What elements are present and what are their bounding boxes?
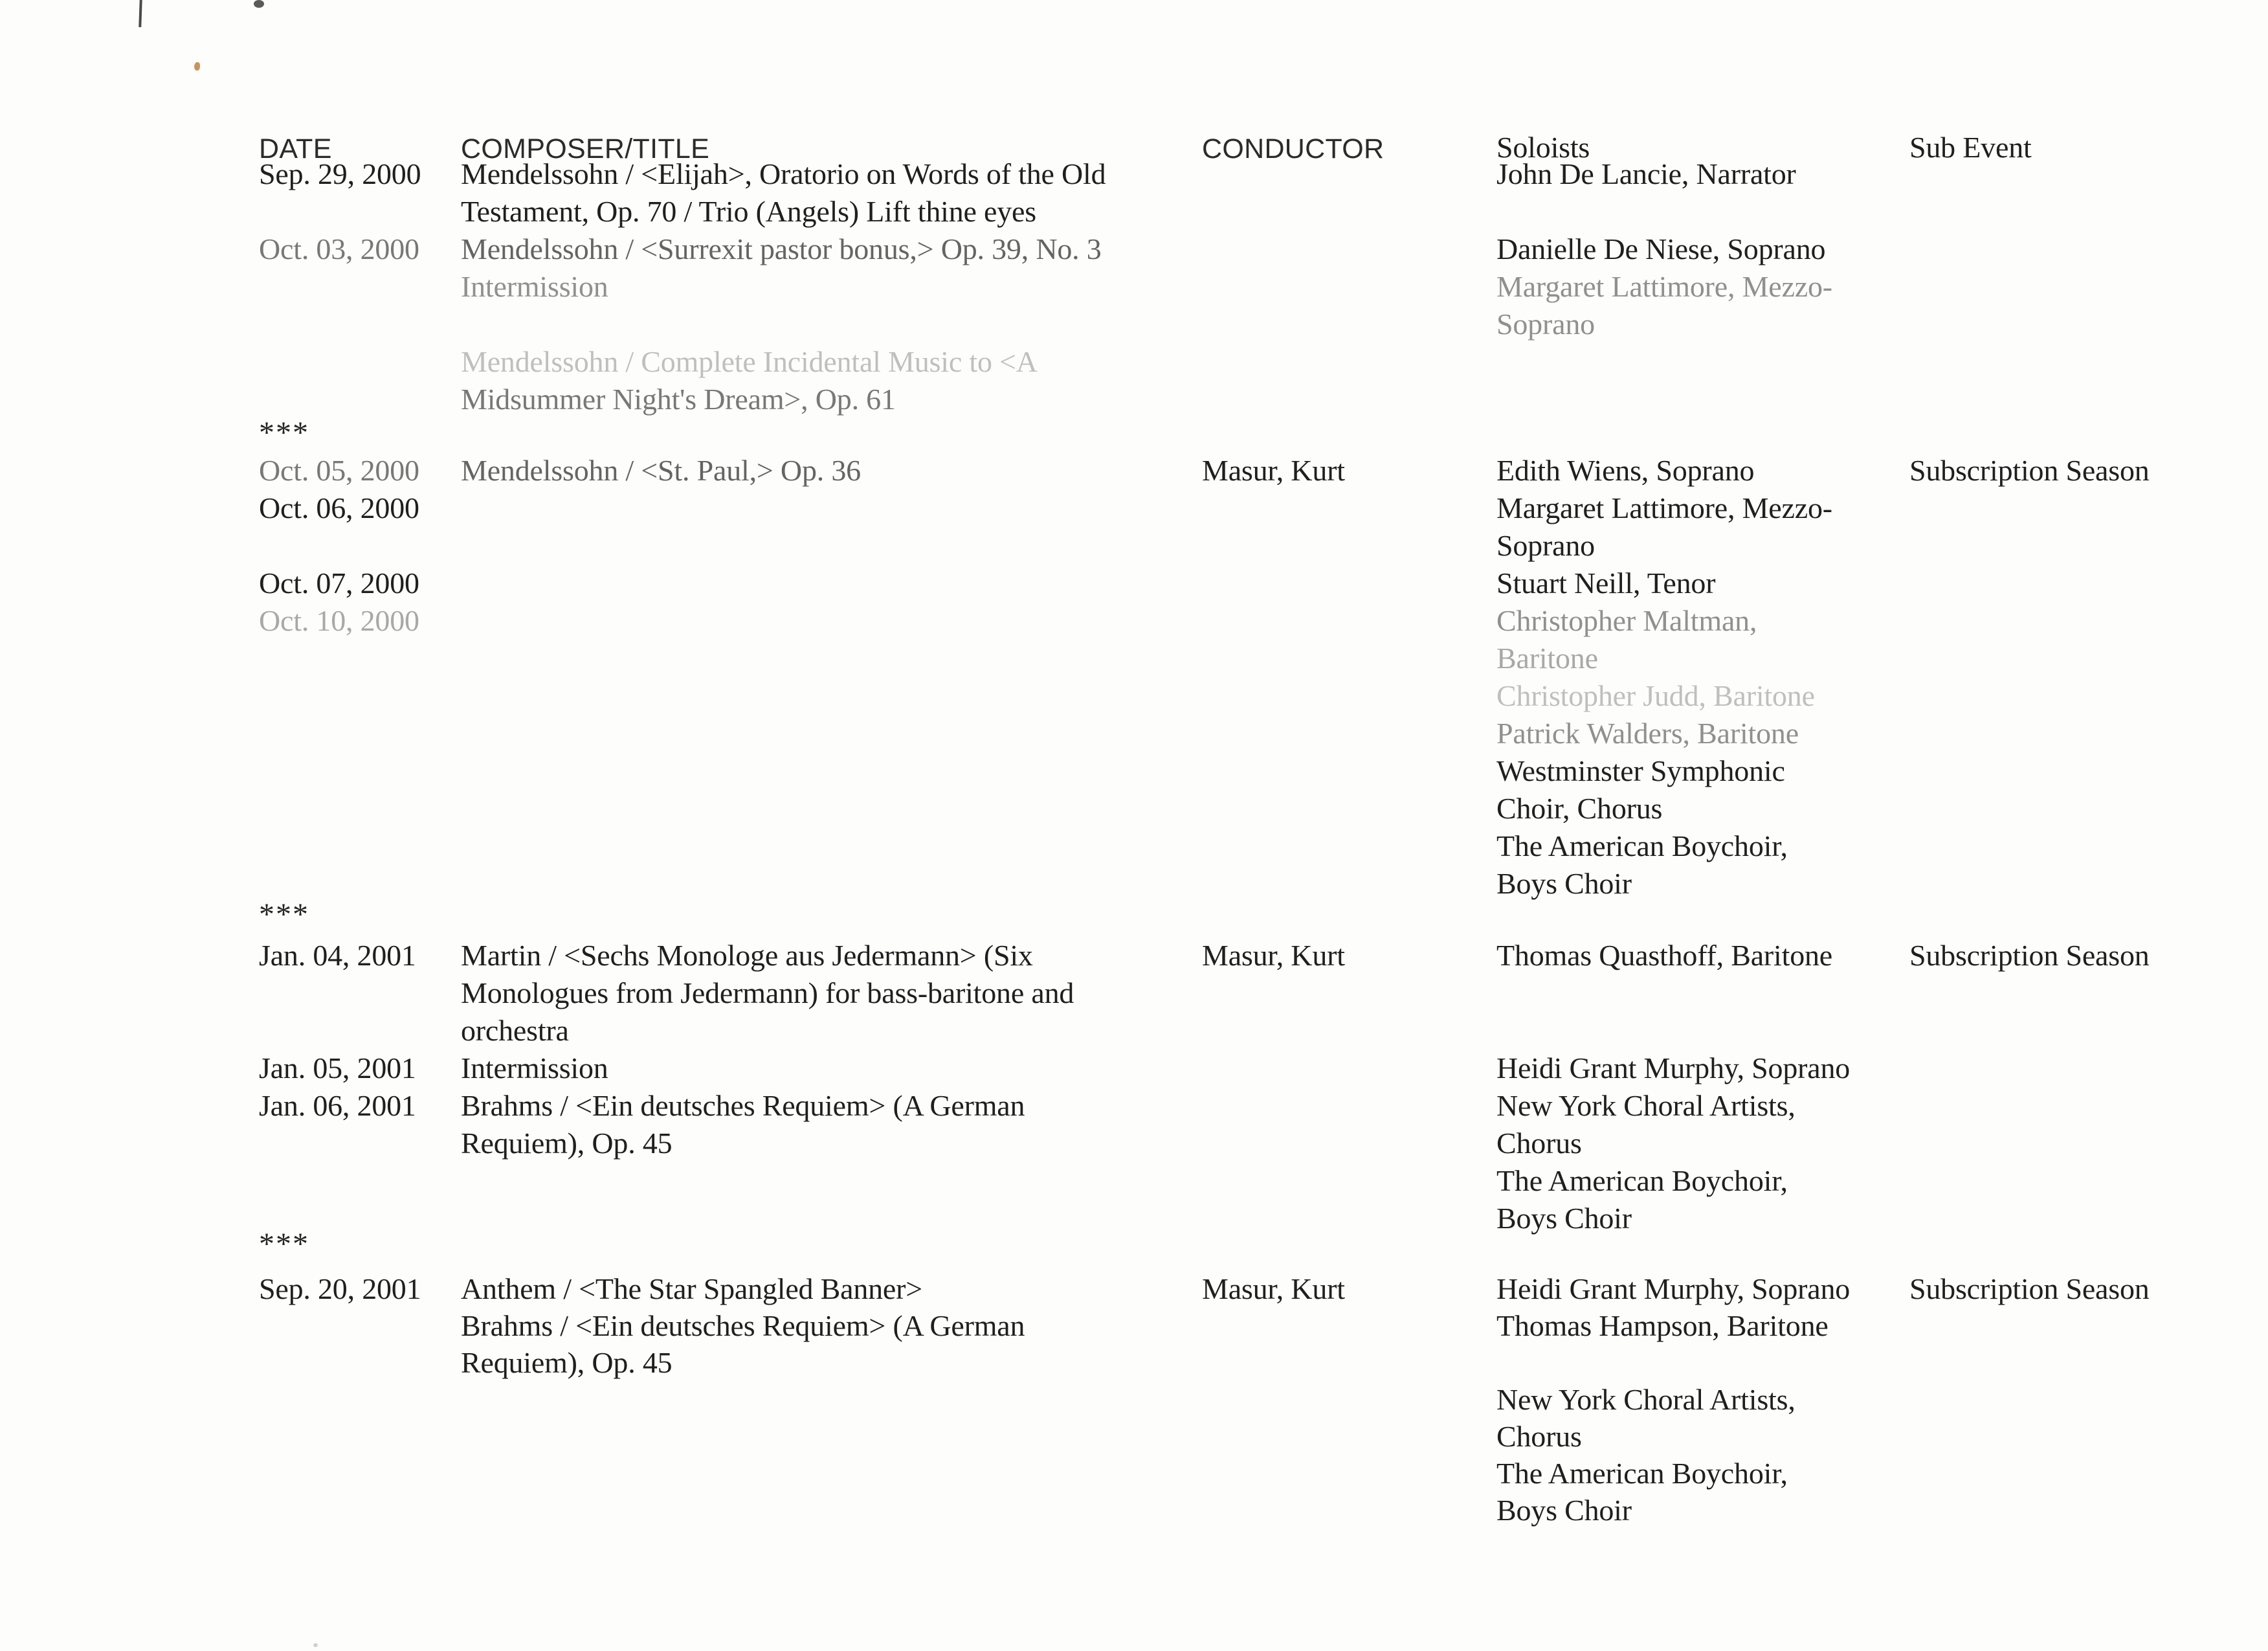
event-date: Oct. 06, 2000: [259, 491, 419, 524]
section-separator: ***: [259, 1227, 309, 1261]
event-date: Sep. 29, 2000: [259, 157, 421, 190]
scan-artifact: [313, 1643, 318, 1647]
soloist-name: Margaret Lattimore, Mezzo-: [1496, 491, 1832, 524]
ensemble-name: Boys Choir: [1496, 1494, 1632, 1527]
soloist-name: Thomas Quasthoff, Baritone: [1496, 939, 1833, 972]
work-title: orchestra: [461, 1014, 569, 1047]
scan-artifact: [139, 0, 142, 27]
ensemble-name: Chorus: [1496, 1420, 1582, 1453]
work-title: Testament, Op. 70 / Trio (Angels) Lift thine eyes: [461, 195, 1036, 228]
event-date: Oct. 03, 2000: [259, 232, 419, 265]
event-date: Jan. 05, 2001: [259, 1051, 416, 1084]
event-date: Oct. 07, 2000: [259, 567, 419, 600]
soloist-name: Stuart Neill, Tenor: [1496, 567, 1716, 600]
work-title: Mendelssohn / <Elijah>, Oratorio on Words of the Old: [461, 157, 1106, 190]
soloist-name: Baritone: [1496, 642, 1598, 675]
scan-artifact: [194, 62, 200, 71]
sub-event-label: Subscription Season: [1909, 1272, 2150, 1305]
soloist-name: Christopher Maltman,: [1496, 604, 1757, 637]
work-title: Monologues from Jedermann) for bass-baritone and: [461, 976, 1074, 1009]
soloist-name: Soprano: [1496, 308, 1595, 341]
conductor-name: Masur, Kurt: [1202, 1272, 1345, 1305]
soloist-name: Danielle De Niese, Soprano: [1496, 232, 1826, 265]
work-title: Anthem / <The Star Spangled Banner>: [461, 1272, 923, 1305]
ensemble-name: Boys Choir: [1496, 1202, 1632, 1235]
ensemble-name: Choir, Chorus: [1496, 792, 1663, 825]
work-title: Brahms / <Ein deutsches Requiem> (A German: [461, 1089, 1025, 1122]
soloist-name: Margaret Lattimore, Mezzo-: [1496, 270, 1832, 303]
soloist-name: Soprano: [1496, 529, 1595, 562]
conductor-name: Masur, Kurt: [1202, 454, 1345, 487]
column-header-composer-title: COMPOSER/TITLE: [461, 133, 710, 164]
work-title: Requiem), Op. 45: [461, 1346, 673, 1379]
ensemble-name: The American Boychoir,: [1496, 1164, 1788, 1197]
soloist-name: Patrick Walders, Baritone: [1496, 717, 1799, 750]
soloist-name: Thomas Hampson, Baritone: [1496, 1309, 1829, 1342]
column-header-conductor: CONDUCTOR: [1202, 133, 1384, 164]
work-title: Midsummer Night's Dream>, Op. 61: [461, 383, 896, 416]
ensemble-name: New York Choral Artists,: [1496, 1089, 1796, 1122]
ensemble-name: The American Boychoir,: [1496, 829, 1788, 862]
work-title: Brahms / <Ein deutsches Requiem> (A German: [461, 1309, 1025, 1342]
event-date: Sep. 20, 2001: [259, 1272, 421, 1305]
ensemble-name: Chorus: [1496, 1127, 1582, 1160]
work-title: Martin / <Sechs Monologe aus Jedermann> (Six: [461, 939, 1033, 972]
column-header-sub-event: Sub Event: [1909, 131, 2032, 164]
intermission-label: Intermission: [461, 1051, 608, 1084]
event-date: Jan. 06, 2001: [259, 1089, 416, 1122]
sub-event-label: Subscription Season: [1909, 939, 2150, 972]
section-separator: ***: [259, 897, 309, 932]
event-date: Oct. 10, 2000: [259, 604, 419, 637]
soloist-name: Christopher Judd, Baritone: [1496, 679, 1815, 712]
ensemble-name: New York Choral Artists,: [1496, 1383, 1796, 1416]
scan-artifact: [254, 0, 264, 8]
work-title: Requiem), Op. 45: [461, 1127, 673, 1160]
soloist-name: Edith Wiens, Soprano: [1496, 454, 1755, 487]
event-date: Jan. 04, 2001: [259, 939, 416, 972]
ensemble-name: Boys Choir: [1496, 867, 1632, 900]
column-header-soloists: Soloists: [1496, 131, 1590, 164]
section-separator: ***: [259, 416, 309, 450]
work-title: Mendelssohn / <St. Paul,> Op. 36: [461, 454, 861, 487]
soloist-name: John De Lancie, Narrator: [1496, 157, 1796, 190]
conductor-name: Masur, Kurt: [1202, 939, 1345, 972]
sub-event-label: Subscription Season: [1909, 454, 2150, 487]
ensemble-name: Westminster Symphonic: [1496, 754, 1785, 787]
ensemble-name: The American Boychoir,: [1496, 1457, 1788, 1490]
work-title: Mendelssohn / <Surrexit pastor bonus,> Op. 39, No. 3: [461, 232, 1102, 265]
column-header-date: DATE: [259, 133, 332, 164]
work-title: Mendelssohn / Complete Incidental Music to <A: [461, 345, 1038, 378]
soloist-name: Heidi Grant Murphy, Soprano: [1496, 1051, 1851, 1084]
intermission-label: Intermission: [461, 270, 608, 303]
event-date: Oct. 05, 2000: [259, 454, 419, 487]
soloist-name: Heidi Grant Murphy, Soprano: [1496, 1272, 1851, 1305]
